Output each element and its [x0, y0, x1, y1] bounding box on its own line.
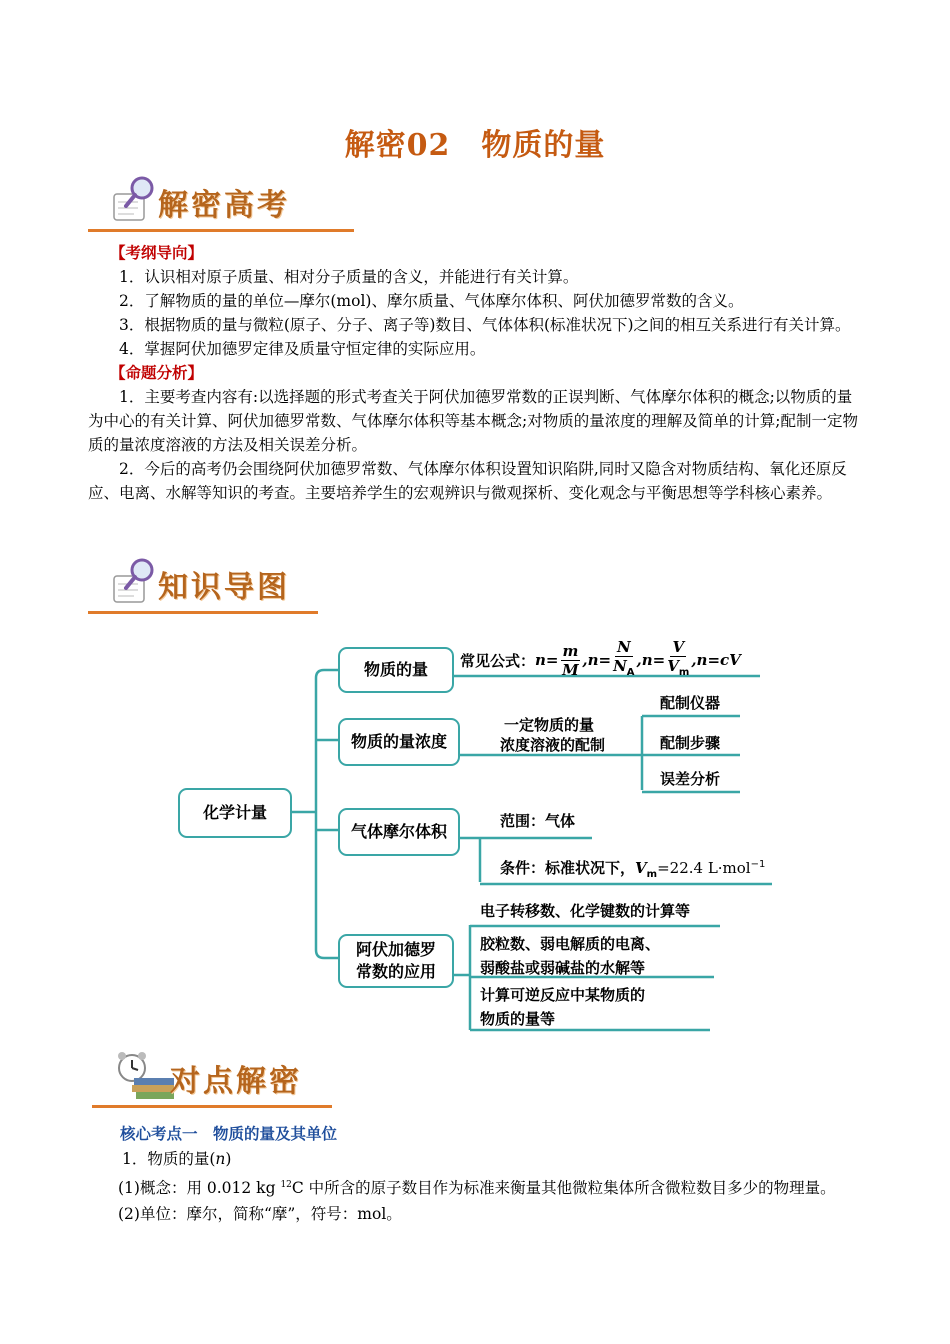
banner-title: 解密高考 [158, 188, 290, 223]
list-item: 1．主要考查内容有:以选择题的形式考查关于阿伏加德罗常数的正误判断、气体摩尔体积的概念;以物质的量为中心的有关计算、阿伏加德罗常数、气体摩尔体积等基本概念;对物质的量浓度的理解及简单的计算;配制一定物质的量浓度溶液的方法及相关误差分析。 [88, 388, 858, 454]
list-item: 4．掌握阿伏加德罗定律及质量守恒定律的实际应用。 [119, 340, 486, 358]
formula-sep: ,n= [636, 651, 666, 669]
text-span: ) [225, 1150, 232, 1168]
text-span: 1．物质的量( [122, 1150, 216, 1168]
fraction-denominator: M [562, 660, 579, 679]
superscript: 12 [280, 1180, 292, 1190]
page-title: 解密02 物质的量 [344, 128, 606, 163]
mindmap-root: 化学计量 [178, 788, 292, 838]
banner-underline [92, 1105, 332, 1108]
mindmap-leaf: 电子转移数、化学键数的计算等 [480, 902, 691, 920]
fraction-numerator: V [672, 638, 685, 656]
subsection-heading: 核心考点一 物质的量及其单位 [120, 1124, 338, 1143]
banner-title: 知识导图 [158, 570, 290, 605]
leaf-line: 物质的量等 [480, 1010, 556, 1028]
text-span: (1)概念：用 0.012 kg [118, 1179, 281, 1198]
banner-title: 对点解密 [170, 1064, 302, 1099]
list-item: (2)单位：摩尔，简称“摩”，符号：mol。 [118, 1205, 402, 1224]
denominator-main: V [667, 657, 679, 675]
leaf-var: V [635, 859, 647, 877]
node-line: 一定物质的量 [504, 716, 595, 734]
denominator-sub: A [626, 667, 635, 678]
fraction-numerator: N [616, 638, 631, 656]
list-item: 3．根据物质的量与微粒(原子、分子、离子等)数目、气体体积(标准状况下)之间的相互关系进行有关计算。 [119, 316, 851, 334]
clock-books-icon [112, 1048, 176, 1104]
formula-prefix: 常见公式： [460, 651, 536, 670]
mindmap-node-wuzhideliang: 物质的量 [338, 647, 454, 693]
section-content [118, 1146, 878, 1227]
text-span: C 中所含的原子数目作为标准来衡量其他微粒集体所含微粒数目多少的物理量。 [291, 1179, 836, 1198]
leaf-line: 胶粒数、弱电解质的电离、 [480, 935, 661, 953]
leaf-value: =22.4 L·mol [657, 859, 751, 877]
section-heading: 【命题分析】 [110, 363, 204, 382]
formula-tail: ,n=cV [691, 651, 741, 669]
denominator-main: N [613, 657, 627, 675]
formula-line [460, 638, 741, 682]
mindmap-node-afjiadeluo [338, 934, 454, 988]
mindmap-node-qiti: 气体摩尔体积 [338, 808, 460, 856]
fraction-numerator: m [562, 641, 579, 660]
mindmap-mid-text [500, 715, 605, 755]
leaf-prefix: 条件：标准状况下， [500, 859, 636, 877]
leaf-sup: −1 [750, 859, 766, 870]
mindmap-leaf: 范围：气体 [500, 812, 576, 830]
list-item [118, 1172, 878, 1201]
formula-sep: ,n= [582, 651, 612, 669]
mindmap-leaf [500, 857, 765, 880]
mindmap-leaf: 配制仪器 [660, 694, 721, 712]
list-item [118, 1146, 878, 1172]
banner-duidian-jiemi [92, 1052, 332, 1108]
mindmap-leaf [480, 983, 645, 1031]
node-line: 浓度溶液的配制 [500, 736, 606, 754]
variable: n [215, 1150, 226, 1168]
list-item: 1．认识相对原子质量、相对分子质量的含义，并能进行有关计算。 [119, 268, 579, 286]
section-heading: 【考纲导向】 [110, 243, 204, 262]
fraction-denominator [613, 657, 634, 682]
list-item: 2．了解物质的量的单位—摩尔(mol)、摩尔质量、气体摩尔体积、阿伏加德罗常数的含义。 [119, 292, 744, 310]
leaf-line: 计算可逆反应中某物质的 [480, 986, 646, 1004]
fraction [667, 638, 689, 682]
mindmap-leaf: 配制步骤 [660, 734, 721, 752]
mindmap-leaf [480, 932, 660, 980]
mindmap-leaf: 误差分析 [660, 770, 721, 788]
leaf-line: 弱酸盐或弱碱盐的水解等 [480, 959, 646, 977]
node-line: 阿伏加德罗 [355, 940, 436, 959]
mindmap-node-nongdu: 物质的量浓度 [338, 718, 460, 766]
fraction [561, 642, 581, 679]
node-line: 常数的应用 [355, 962, 436, 981]
fraction-denominator [667, 657, 689, 682]
list-item: 2．今后的高考仍会围绕阿伏加德罗常数、气体摩尔体积设置知识陷阱,同时又隐含对物质结构、氧化还原反应、电离、水解等知识的考查。主要培养学生的宏观辨识与微观探析、变化观念与平衡思想等学科核心素养。 [88, 460, 847, 502]
formula-sep: n= [535, 651, 559, 669]
denominator-sub: m [678, 667, 690, 678]
leaf-sub: m [646, 869, 658, 880]
fraction [613, 638, 634, 682]
